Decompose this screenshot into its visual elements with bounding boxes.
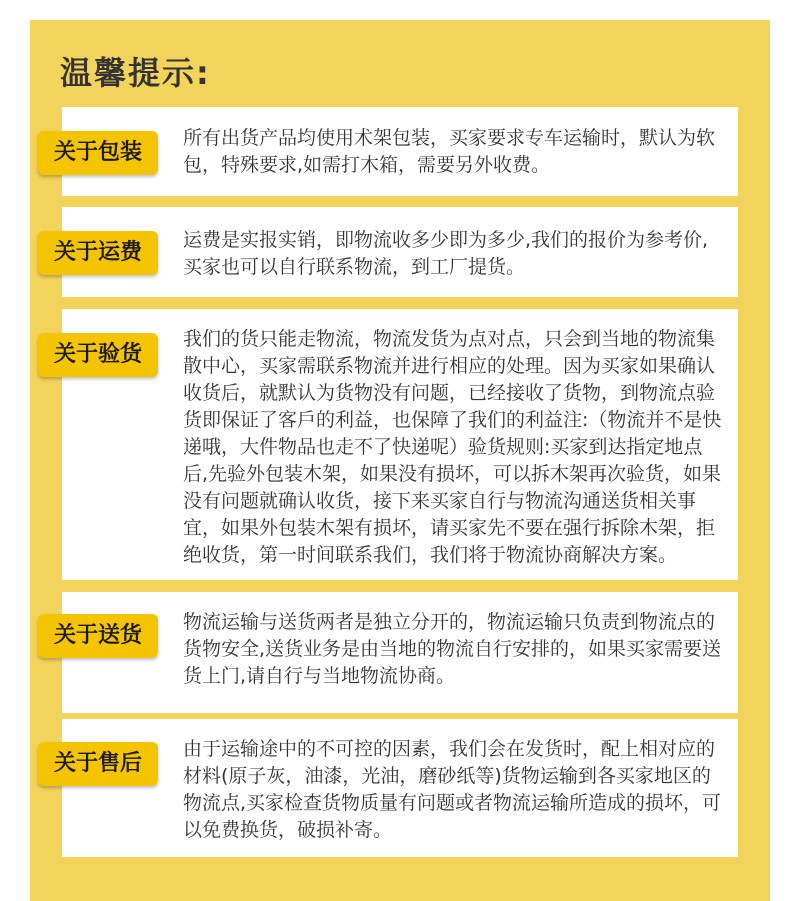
section-text-packaging: 所有出货产品均使用术架包装，买家要求专车运输时，默认为软包，特殊要求,如需打木箱，需要另外收费。 xyxy=(183,127,716,176)
section-card-delivery xyxy=(53,592,738,713)
section-text-after-sales: 由于运输途中的不可控的因素，我们会在发货时，配上相对应的材料(原子灰，油漆，光油，磨砂纸等)货物运输到各买家地区的物流点,买家检查货物质量有问题或者物流运输所造成的损坏，可以免费换货，破损补寄。 xyxy=(183,738,722,841)
section-tag-delivery: 关于送货 xyxy=(38,614,158,658)
section-tag-after-sales: 关于售后 xyxy=(38,742,158,786)
section-card-after-sales xyxy=(53,719,738,857)
section-tag-inspection: 关于验货 xyxy=(38,333,158,377)
tips-panel xyxy=(30,20,770,901)
section-card-packaging xyxy=(53,107,738,196)
section-text-delivery: 物流运输与送货两者是独立分开的，物流运输只负责到物流点的货物安全,送货业务是由当地的物流自行安排的，如果买家需要送货上门,请自行与当地物流协商。 xyxy=(183,611,722,687)
section-card-shipping-fee xyxy=(53,207,738,297)
section-tag-packaging: 关于包装 xyxy=(38,131,158,175)
section-text-shipping-fee: 运费是实报实销，即物流收多少即为多少,我们的报价为参考价,买家也可以自行联系物流，到工厂提货。 xyxy=(183,229,709,278)
section-text-inspection: 我们的货只能走物流，物流发货为点对点，只会到当地的物流集散中心，买家需联系物流并进行相应的处理。因为买家如果确认收货后，就默认为货物没有问题，已经接收了货物，到物流点验货即保证了客戶的利益，也保障了我们的利益注:（物流并不是快递哦，大件物品也走不了快递呢）验货规则:买家到达指定地点后,先验外包装木架，如果没有损坏，可以拆木架再次验货，如果没有问题就确认收货，接下来买家自行与物流沟通送货相关事宜，如果外包装木架有损坏，请买家先不要在强行拆除木架，拒绝收货，第一时间联系我们，我们将于物流协商解决方案。 xyxy=(183,328,722,566)
section-tag-shipping-fee: 关于运费 xyxy=(38,231,158,275)
page-title: 温馨提示: xyxy=(60,54,211,92)
section-card-inspection xyxy=(53,309,738,580)
